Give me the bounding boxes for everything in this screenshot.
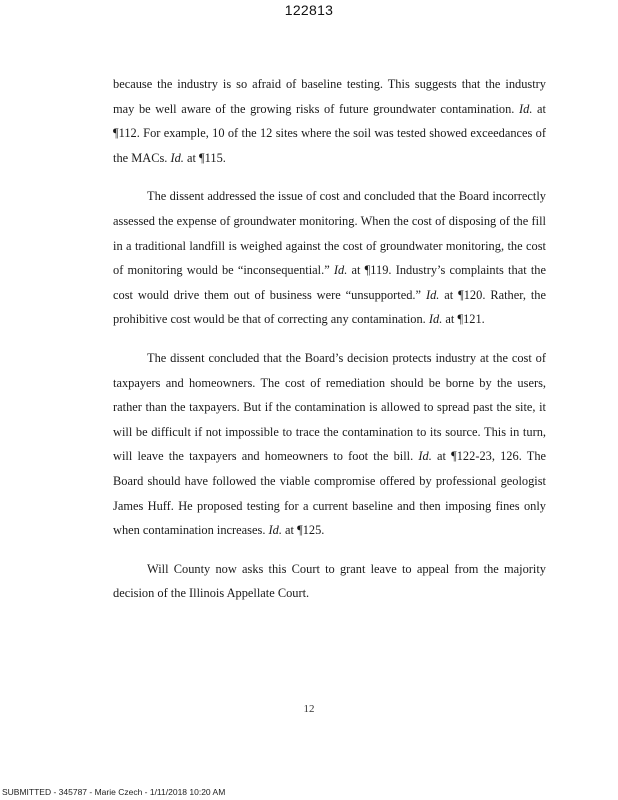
citation-id: Id.	[425, 287, 440, 302]
submission-stamp: SUBMITTED - 345787 - Marie Czech - 1/11/2018 10:20 AM	[2, 787, 226, 797]
citation-id: Id.	[519, 101, 533, 116]
text-segment: at ¶115.	[183, 150, 226, 165]
body-text	[113, 72, 546, 620]
text-segment: Will County now asks this Court to grant leave to appeal from the majority decision of the Illinois Appellate Court.	[113, 561, 546, 601]
text-segment: at ¶119. Industry’s complaints that the cost would drive them out of business were “unsupported.”	[113, 263, 546, 302]
citation-id: Id.	[268, 523, 282, 538]
text-segment: The dissent addressed the issue of cost and concluded that the Board incorrectly assessed the expense of groundwater monitoring. When the cost of disposing of the fill in a traditional landfill is weighed against the cost of groundwater monitoring, the cost of monitoring would be “inconsequential.”	[113, 189, 546, 278]
text-segment: at ¶121.	[442, 312, 485, 327]
text-segment: at ¶112. For example, 10 of the 12 sites where the soil was tested showed exceedances of the MACs.	[113, 101, 546, 165]
paragraph-1	[113, 72, 546, 170]
citation-id: Id.	[333, 263, 348, 278]
paragraph-2	[113, 184, 546, 332]
paragraph-3	[113, 346, 546, 543]
citation-id: Id.	[170, 150, 184, 165]
citation-id: Id.	[418, 449, 432, 464]
document-number: 122813	[284, 2, 334, 18]
text-segment: because the industry is so afraid of baseline testing. This suggests that the industry may be well aware of the growing risks of future groundwater contamination.	[113, 77, 546, 116]
text-segment: at ¶120. Rather, the prohibitive cost would be that of correcting any contamination.	[113, 287, 547, 327]
text-segment: at ¶122-23, 126. The Board should have followed the viable compromise offered by professional geologist James Huff. He proposed testing for a current baseline and then imposing fines only when contamination increases.	[113, 449, 547, 538]
text-segment: The dissent concluded that the Board’s decision protects industry at the cost of taxpayers and homeowners. The cost of remediation should be borne by the users, rather than the taxpayers. But if the contamination is allowed to spread past the site, it will be difficult if not impossible to trace the contamination to its source. This in turn, will leave the taxpayers and homeowners to foot the bill.	[113, 350, 546, 464]
page-number: 12	[303, 703, 315, 715]
paragraph-4	[113, 557, 546, 606]
citation-id: Id.	[428, 312, 443, 327]
text-segment: at ¶125.	[281, 523, 325, 538]
